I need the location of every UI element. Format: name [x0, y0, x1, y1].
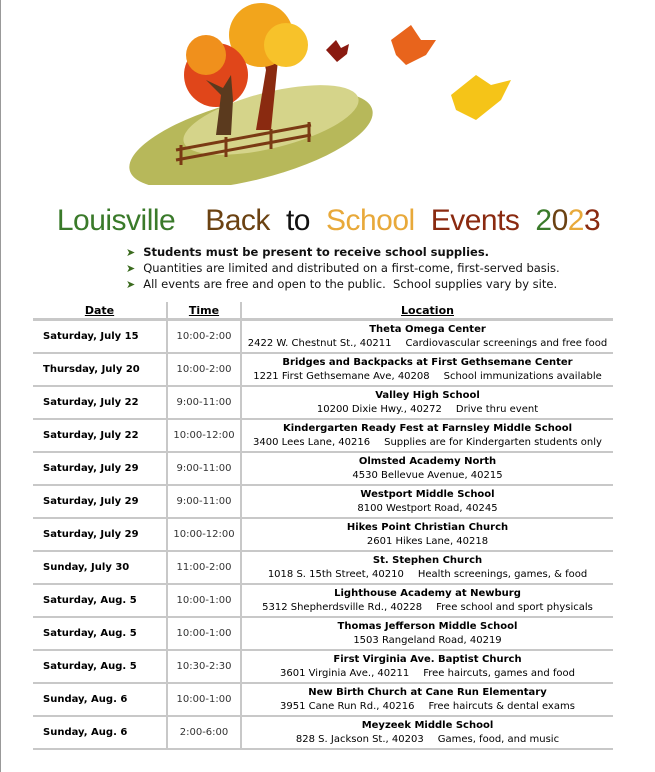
location-note: Drive thru event	[455, 403, 539, 415]
event-date: Thursday, July 20	[33, 353, 167, 386]
event-time: 10:00-1:00	[167, 683, 241, 716]
arrow-icon: ➤	[126, 246, 136, 259]
location-address: 2601 Hikes Lane, 40218	[366, 535, 489, 547]
info-bullets	[126, 244, 560, 292]
bullet-item: ➤ Quantities are limited and distributed on a first-come, first-served basis.	[126, 261, 560, 275]
table-row	[33, 650, 613, 683]
table-row	[33, 617, 613, 650]
location-address: 1018 S. 15th Street, 40210	[267, 568, 404, 580]
leaf-icon	[451, 75, 511, 120]
title-year: 2023	[535, 204, 601, 237]
location-address: 1503 Rangeland Road, 40219	[353, 634, 502, 646]
header-date: Date	[33, 302, 167, 320]
location-note: Supplies are for Kindergarten students only	[384, 436, 602, 448]
location-address: 5312 Shepherdsville Rd., 40228	[262, 601, 423, 613]
location-details	[242, 502, 613, 516]
table-row	[33, 485, 613, 518]
location-details	[242, 436, 613, 450]
event-time: 10:00-1:00	[167, 617, 241, 650]
title-word: Events	[430, 204, 520, 237]
table-row	[33, 683, 613, 716]
event-time: 10:00-12:00	[167, 419, 241, 452]
location-address: 2422 W. Chestnut St., 40211	[247, 337, 392, 349]
location-note: Health screenings, games, & food	[417, 568, 588, 580]
location-details	[242, 568, 613, 582]
location-address: 3400 Lees Lane, 40216	[253, 436, 371, 448]
event-location	[241, 617, 613, 650]
title-word: to	[285, 204, 310, 237]
event-time: 9:00-11:00	[167, 485, 241, 518]
header-location: Location	[241, 302, 613, 320]
event-date: Saturday, July 29	[33, 452, 167, 485]
table-row	[33, 551, 613, 584]
table-row	[33, 320, 613, 354]
event-location	[241, 551, 613, 584]
event-time: 10:00-2:00	[167, 353, 241, 386]
location-name: First Virginia Ave. Baptist Church	[333, 653, 522, 665]
location-note: Free school and sport physicals	[436, 601, 593, 613]
location-name: Theta Omega Center	[369, 323, 486, 335]
location-address: 8100 Westport Road, 40245	[357, 502, 498, 514]
event-location	[241, 716, 613, 749]
location-details	[242, 700, 613, 714]
event-time: 10:00-1:00	[167, 584, 241, 617]
location-address: 828 S. Jackson St., 40203	[295, 733, 424, 745]
location-details	[242, 469, 613, 483]
location-name: Meyzeek Middle School	[361, 719, 494, 731]
event-time: 10:00-2:00	[167, 320, 241, 354]
event-date: Saturday, July 22	[33, 419, 167, 452]
event-time: 10:00-12:00	[167, 518, 241, 551]
event-location	[241, 452, 613, 485]
location-note: School immunizations available	[443, 370, 602, 382]
location-name: Lighthouse Academy at Newburg	[334, 587, 521, 599]
location-details	[242, 601, 613, 615]
event-date: Sunday, Aug. 6	[33, 716, 167, 749]
event-date: Saturday, Aug. 5	[33, 650, 167, 683]
title-word: Louisville	[56, 204, 176, 237]
location-name: Kindergarten Ready Fest at Farnsley Middle School	[283, 422, 572, 434]
location-name: Bridges and Backpacks at First Gethsemane Center	[282, 356, 573, 368]
location-address: 10200 Dixie Hwy., 40272	[316, 403, 442, 415]
event-date: Saturday, Aug. 5	[33, 617, 167, 650]
location-name: Olmsted Academy North	[358, 455, 497, 467]
table-row	[33, 353, 613, 386]
leaf-icon	[326, 40, 349, 62]
table-row	[33, 452, 613, 485]
event-time: 11:00-2:00	[167, 551, 241, 584]
event-location	[241, 419, 613, 452]
location-name: Westport Middle School	[360, 488, 495, 500]
event-date: Saturday, July 29	[33, 485, 167, 518]
event-location	[241, 518, 613, 551]
event-location	[241, 485, 613, 518]
table-row	[33, 716, 613, 749]
event-location	[241, 650, 613, 683]
location-name: Thomas Jefferson Middle School	[337, 620, 518, 632]
page-title	[1, 204, 655, 238]
event-date: Saturday, Aug. 5	[33, 584, 167, 617]
leaf-icon	[391, 25, 436, 65]
location-details	[242, 667, 613, 681]
table-row	[33, 419, 613, 452]
location-details	[242, 634, 613, 648]
location-name: Hikes Point Christian Church	[346, 521, 509, 533]
location-address: 4530 Bellevue Avenue, 40215	[352, 469, 503, 481]
arrow-icon: ➤	[126, 262, 136, 275]
autumn-tree-illustration	[121, 0, 541, 185]
header-time: Time	[167, 302, 241, 320]
event-location	[241, 386, 613, 419]
bullet-item: ➤ All events are free and open to the public. School supplies vary by site.	[126, 277, 558, 291]
event-date: Saturday, July 22	[33, 386, 167, 419]
location-address: 3601 Virginia Ave., 40211	[280, 667, 410, 679]
location-note: Free haircuts, games and food	[423, 667, 575, 679]
location-name: Valley High School	[375, 389, 480, 401]
arrow-icon: ➤	[126, 278, 136, 291]
events-table	[33, 302, 613, 750]
title-word: Back	[205, 204, 270, 237]
event-date: Saturday, July 15	[33, 320, 167, 354]
event-date: Saturday, July 29	[33, 518, 167, 551]
event-time: 2:00-6:00	[167, 716, 241, 749]
location-note: Games, food, and music	[437, 733, 560, 745]
bullet-item: ➤ Students must be present to receive school supplies.	[126, 245, 490, 259]
location-details	[242, 535, 613, 549]
location-details	[242, 733, 613, 747]
location-note: Free haircuts & dental exams	[428, 700, 575, 712]
event-location	[241, 320, 613, 354]
location-address: 1221 First Gethsemane Ave, 40208	[253, 370, 430, 382]
location-name: St. Stephen Church	[372, 554, 483, 566]
title-word: School	[325, 204, 415, 237]
event-time: 9:00-11:00	[167, 386, 241, 419]
event-date: Sunday, July 30	[33, 551, 167, 584]
event-location	[241, 353, 613, 386]
event-location	[241, 584, 613, 617]
location-note: Cardiovascular screenings and free food	[405, 337, 608, 349]
event-location	[241, 683, 613, 716]
table-row	[33, 584, 613, 617]
location-details	[242, 403, 613, 417]
location-details	[242, 370, 613, 384]
table-row	[33, 518, 613, 551]
event-time: 9:00-11:00	[167, 452, 241, 485]
table-row	[33, 386, 613, 419]
event-date: Sunday, Aug. 6	[33, 683, 167, 716]
location-name: New Birth Church at Cane Run Elementary	[308, 686, 547, 698]
location-address: 3951 Cane Run Rd., 40216	[280, 700, 415, 712]
location-details	[242, 337, 613, 351]
event-time: 10:30-2:30	[167, 650, 241, 683]
